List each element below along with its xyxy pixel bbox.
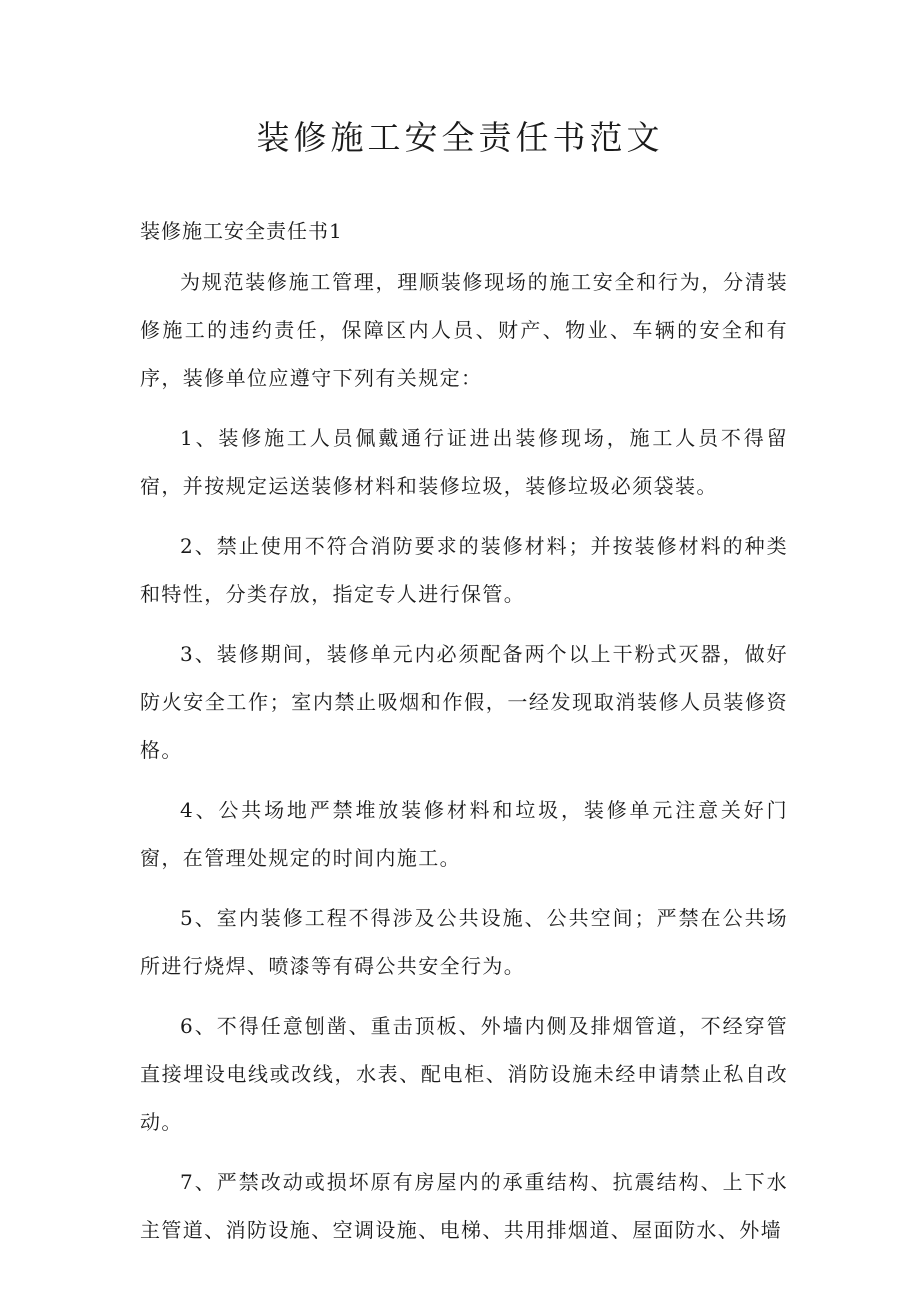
rule-paragraph-7: 7、严禁改动或损坏原有房屋内的承重结构、抗震结构、上下水主管道、消防设施、空调设施、电梯、共用排烟道、屋面防水、外墙: [140, 1170, 788, 1242]
rule-paragraph-1: 1、装修施工人员佩戴通行证进出装修现场，施工人员不得留宿，并按规定运送装修材料和装修垃圾，装修垃圾必须袋装。: [140, 426, 788, 498]
document-title: 装修施工安全责任书范文: [256, 118, 664, 157]
rule-paragraph-2: 2、禁止使用不符合消防要求的装修材料；并按装修材料的种类和特性，分类存放，指定专人进行保管。: [140, 534, 788, 606]
rule-paragraph-4: 4、公共场地严禁堆放装修材料和垃圾，装修单元注意关好门窗，在管理处规定的时间内施工。: [140, 798, 788, 870]
rule-paragraph-3: 3、装修期间，装修单元内必须配备两个以上干粉式灭器，做好防火安全工作；室内禁止吸烟和作假，一经发现取消装修人员装修资格。: [140, 642, 788, 762]
intro-paragraph: 为规范装修施工管理，理顺装修现场的施工安全和行为，分清装修施工的违约责任，保障区内人员、财产、物业、车辆的安全和有序，装修单位应遵守下列有关规定：: [140, 270, 788, 390]
rule-paragraph-6: 6、不得任意刨凿、重击顶板、外墙内侧及排烟管道，不经穿管直接埋设电线或改线，水表、配电柜、消防设施未经申请禁止私自改动。: [140, 1014, 788, 1134]
document-body: [140, 258, 788, 1266]
rule-paragraph-5: 5、室内装修工程不得涉及公共设施、公共空间；严禁在公共场所进行烧焊、喷漆等有碍公共安全行为。: [140, 906, 788, 978]
section-heading: 装修施工安全责任书1: [140, 219, 343, 243]
